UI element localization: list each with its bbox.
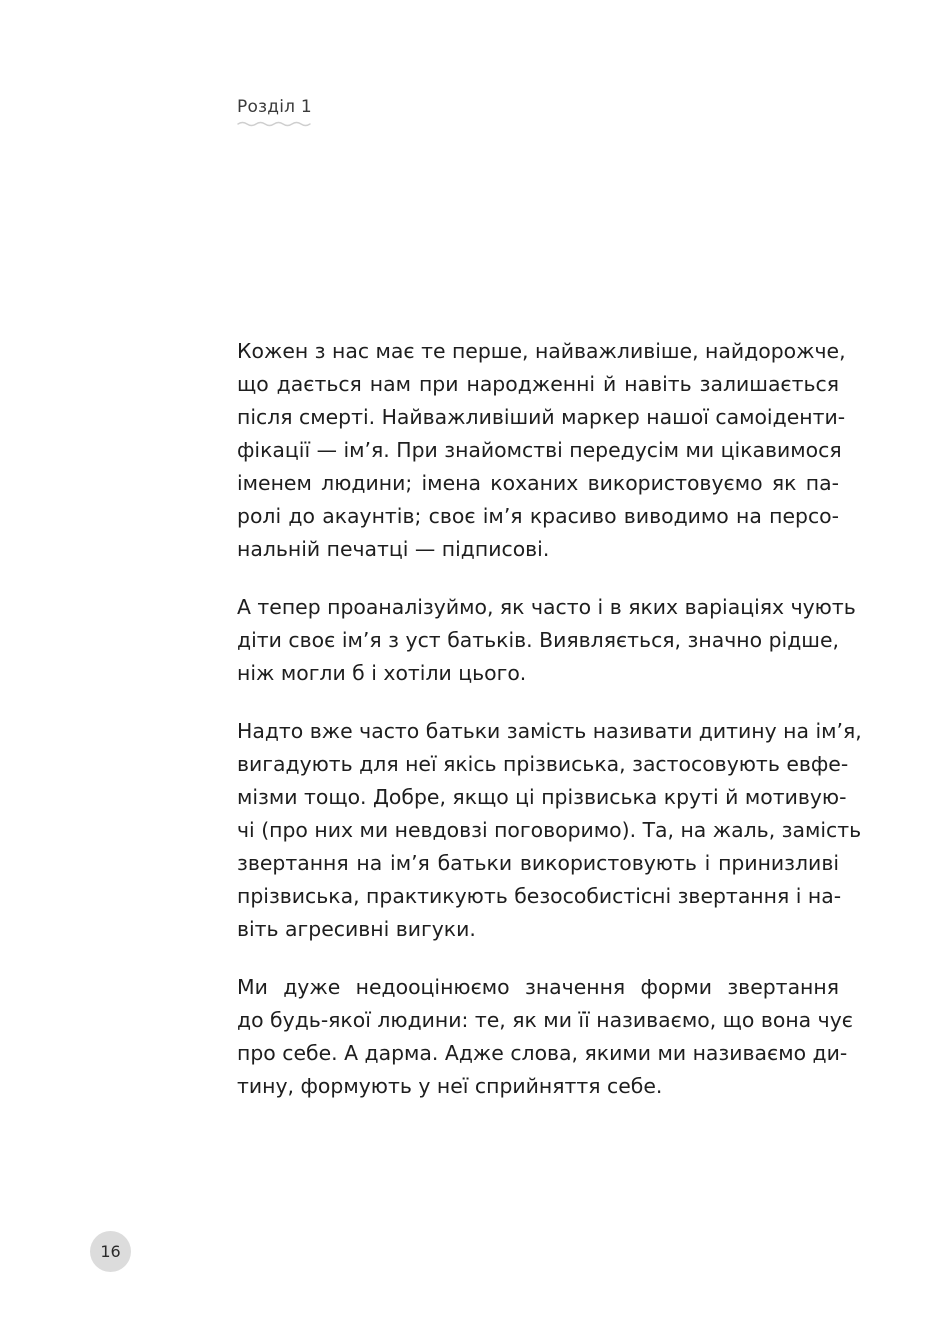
text-line: про себе. А дарма. Адже слова, якими ми називаємо ди- (237, 1041, 848, 1065)
text-line: після смерті. Найважливіший маркер нашої самоіденти- (237, 405, 846, 429)
text-line: прізвиська, практикують безособистісні звертання і на- (237, 884, 842, 908)
text-line: вигадують для неї якісь прізвиська, застосовують евфе- (237, 752, 849, 776)
text-line: до будь-якої людини: те, як ми її називаємо, що вона чує (237, 1008, 853, 1032)
paragraph (237, 971, 853, 1103)
chapter-label: Розділ 1 (237, 97, 312, 117)
text-line: ролі до акаунтів; своє ім’я красиво виводимо на персо- (237, 504, 839, 528)
wavy-divider-icon (237, 120, 313, 128)
text-line: фікації — ім’я. При знайомстві передусім ми цікавимося (237, 438, 842, 462)
text-line: діти своє ім’я з уст батьків. Виявляється, значно рідше, (237, 628, 839, 652)
text-line: ніж могли б і хотіли цього. (237, 661, 527, 685)
paragraph (237, 591, 856, 690)
text-line: Ми дуже недооцінюємо значення форми звертання (237, 975, 839, 999)
text-line: нальній печатці — підписові. (237, 537, 550, 561)
text-line: звертання на ім’я батьки використовують і принизливі (237, 851, 839, 875)
text-line: А тепер проаналізуймо, як часто і в яких варіаціях чують (237, 595, 856, 619)
body-text (237, 335, 862, 1128)
running-header (237, 97, 317, 128)
text-line: віть агресивні вигуки. (237, 917, 476, 941)
text-line: чі (про них ми невдовзі поговоримо). Та, на жаль, замість (237, 818, 862, 842)
text-line: тину, формують у неї сприйняття себе. (237, 1074, 663, 1098)
paragraph (237, 335, 846, 566)
text-line: що дається нам при народженні й навіть залишається (237, 372, 839, 396)
text-line: іменем людини; імена коханих використовуємо як па- (237, 471, 839, 495)
page-number: 16 (100, 1242, 121, 1261)
text-line: Кожен з нас має те перше, найважливіше, найдорожче, (237, 339, 846, 363)
page-number-badge (90, 1231, 131, 1272)
paragraph (237, 715, 862, 946)
text-line: Надто вже часто батьки замість називати дитину на ім’я, (237, 719, 862, 743)
text-line: мізми тощо. Добре, якщо ці прізвиська круті й мотивую- (237, 785, 847, 809)
